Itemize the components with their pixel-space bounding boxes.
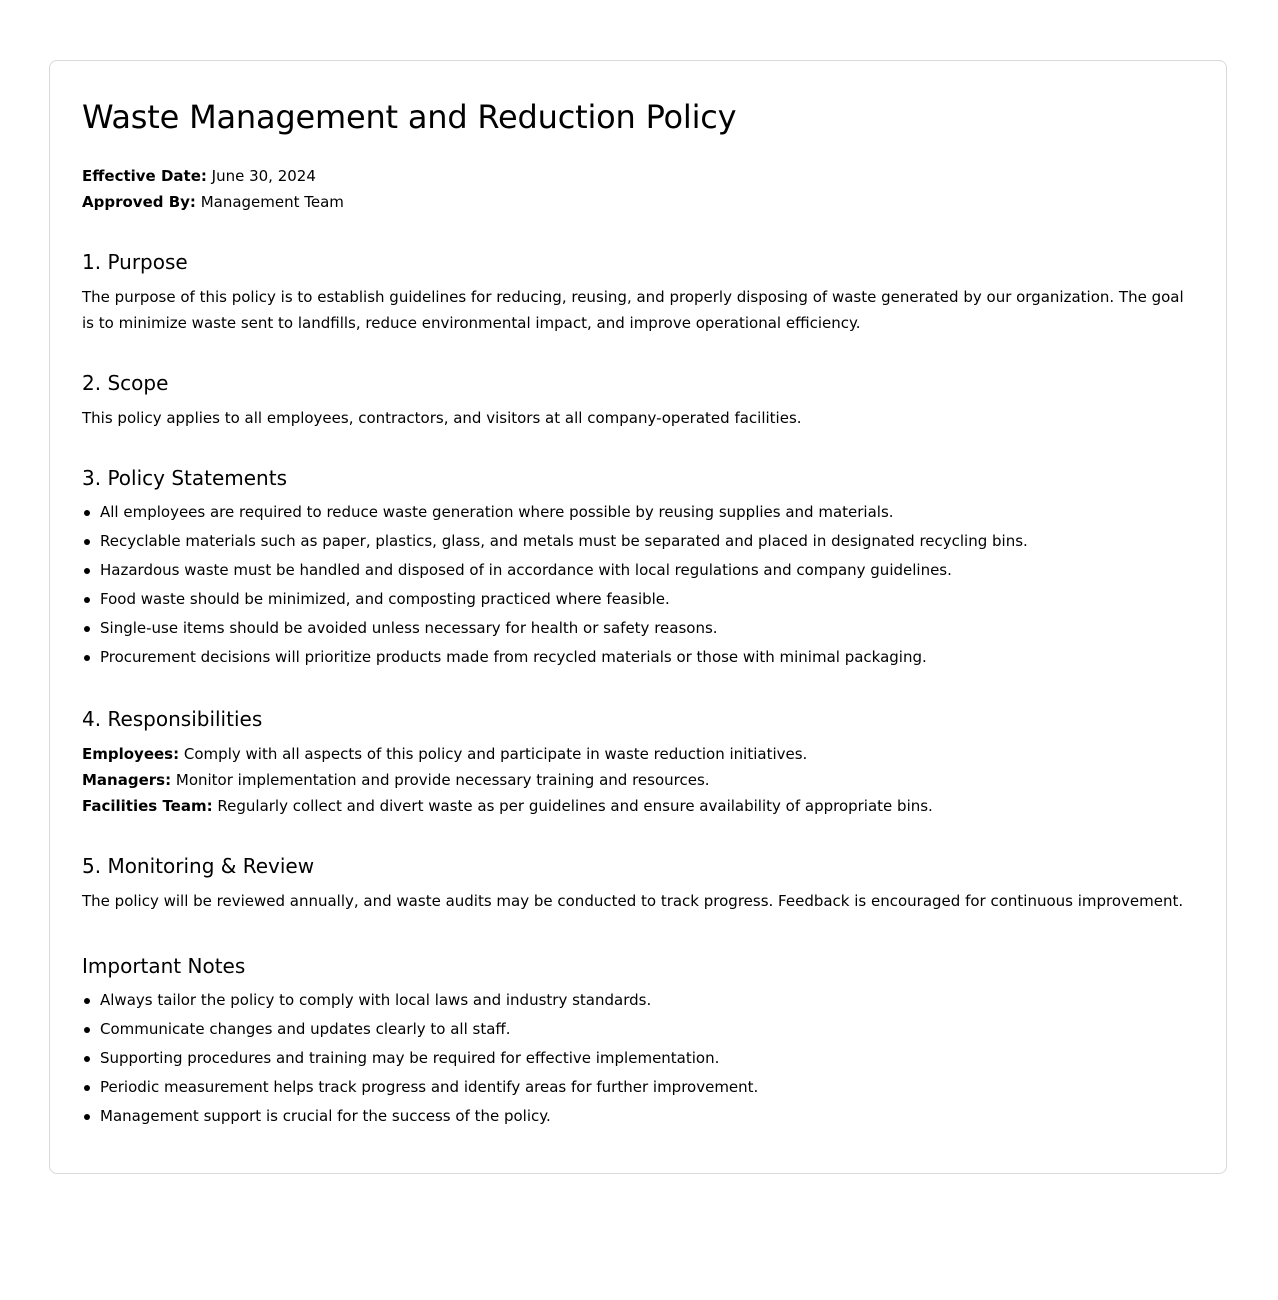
responsibilities-list xyxy=(82,741,1194,819)
approved-by-value: Management Team xyxy=(200,193,344,211)
policy-meta xyxy=(82,163,1194,215)
scope-section xyxy=(82,369,1194,431)
list-item: Food waste should be minimized, and composting practiced where feasible. xyxy=(100,585,1194,614)
policy-statements-section xyxy=(82,464,1194,672)
responsibility-text: Regularly collect and divert waste as per guidelines and ensure availability of appropriate bins. xyxy=(217,797,933,815)
policy-statements-list xyxy=(82,498,1194,672)
responsibility-label: Managers: xyxy=(82,771,172,789)
monitoring-section xyxy=(82,852,1194,914)
responsibility-text: Monitor implementation and provide necessary training and resources. xyxy=(175,771,710,789)
list-item: Hazardous waste must be handled and disposed of in accordance with local regulations and company guidelines. xyxy=(100,556,1194,585)
list-item: Management support is crucial for the success of the policy. xyxy=(100,1102,1194,1131)
purpose-heading: 1. Purpose xyxy=(82,250,188,274)
list-item: Recyclable materials such as paper, plastics, glass, and metals must be separated and placed in designated recycling bins. xyxy=(100,527,1194,556)
responsibility-row xyxy=(82,793,1194,819)
monitoring-text: The policy will be reviewed annually, and waste audits may be conducted to track progress. Feedback is encouraged for continuous improvement. xyxy=(82,892,1184,910)
effective-date-row xyxy=(82,163,1194,189)
list-item: Periodic measurement helps track progress and identify areas for further improvement. xyxy=(100,1073,1194,1102)
scope-heading: 2. Scope xyxy=(82,371,169,395)
list-item: Procurement decisions will prioritize products made from recycled materials or those with minimal packaging. xyxy=(100,643,1194,672)
effective-date-label: Effective Date: xyxy=(82,167,207,185)
monitoring-heading: 5. Monitoring & Review xyxy=(82,854,315,878)
effective-date-value: June 30, 2024 xyxy=(211,167,316,185)
approved-by-label: Approved By: xyxy=(82,193,196,211)
page-title: Waste Management and Reduction Policy xyxy=(82,98,737,136)
responsibilities-section xyxy=(82,705,1194,819)
responsibilities-heading: 4. Responsibilities xyxy=(82,707,263,731)
list-item: Single-use items should be avoided unless necessary for health or safety reasons. xyxy=(100,614,1194,643)
list-item: Supporting procedures and training may be required for effective implementation. xyxy=(100,1044,1194,1073)
purpose-text: The purpose of this policy is to establish guidelines for reducing, reusing, and properly disposing of waste generated by our organization. The goal is to minimize waste sent to landfills, reduce environmental impact, and improve operational efficiency. xyxy=(82,288,1184,332)
policy-statements-heading: 3. Policy Statements xyxy=(82,466,287,490)
responsibility-label: Employees: xyxy=(82,745,180,763)
important-notes-section xyxy=(82,952,1194,1131)
important-notes-heading: Important Notes xyxy=(82,954,246,978)
purpose-section xyxy=(82,248,1194,336)
scope-text: This policy applies to all employees, contractors, and visitors at all company-operated facilities. xyxy=(82,409,802,427)
responsibility-row xyxy=(82,767,1194,793)
important-notes-list xyxy=(82,986,1194,1131)
policy-document-card xyxy=(49,60,1227,1174)
responsibility-row xyxy=(82,741,1194,767)
list-item: Communicate changes and updates clearly to all staff. xyxy=(100,1015,1194,1044)
responsibility-text: Comply with all aspects of this policy and participate in waste reduction initiatives. xyxy=(183,745,808,763)
responsibility-label: Facilities Team: xyxy=(82,797,213,815)
list-item: All employees are required to reduce waste generation where possible by reusing supplies and materials. xyxy=(100,498,1194,527)
list-item: Always tailor the policy to comply with local laws and industry standards. xyxy=(100,986,1194,1015)
approved-by-row xyxy=(82,189,1194,215)
